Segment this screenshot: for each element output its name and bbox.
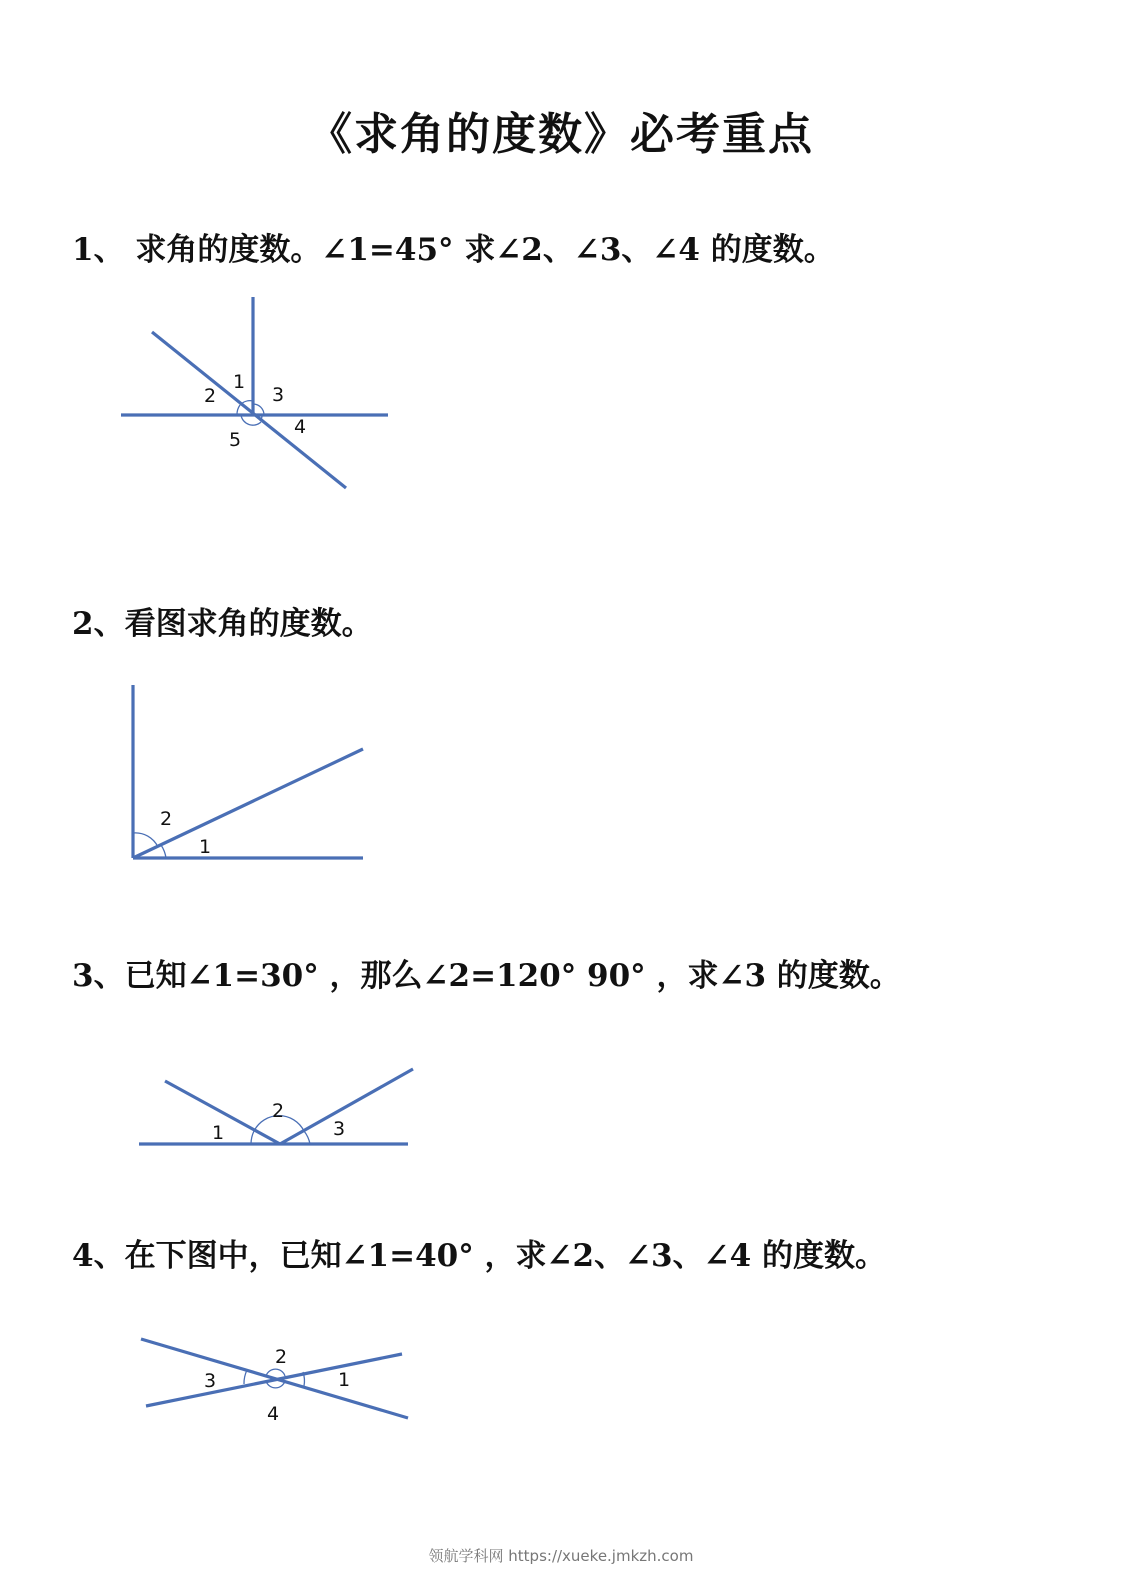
angle-3-arc xyxy=(253,404,264,415)
left-ray xyxy=(165,1081,280,1144)
angle-4-arc xyxy=(266,1381,285,1388)
question-1-text: 1、 求角的度数。∠1=45° 求∠2、∠3、∠4 的度数。 xyxy=(72,232,835,268)
angle-1-arc xyxy=(240,401,253,405)
angle-3-arc xyxy=(244,1370,247,1384)
angle-label: 2 xyxy=(204,385,217,407)
angle-label: 3 xyxy=(272,384,285,406)
diagram-1 xyxy=(121,297,388,488)
line-a xyxy=(141,1339,408,1418)
angle-label: 3 xyxy=(333,1118,346,1140)
question-2-text: 2、看图求角的度数。 xyxy=(72,606,373,642)
line-b xyxy=(146,1354,402,1406)
page-title: 《求角的度数》必考重点 xyxy=(308,109,814,160)
angle-1-arc xyxy=(161,845,166,858)
angle-label: 5 xyxy=(229,429,242,451)
diagram-4 xyxy=(141,1339,408,1425)
angle-5-arc xyxy=(241,415,261,425)
angle-2-arc xyxy=(133,833,158,847)
angle-2-arc xyxy=(254,1116,304,1131)
angle-4-arc xyxy=(260,415,262,421)
right-ray xyxy=(280,1069,413,1144)
question-3-text: 3、已知∠1=30° ，那么∠2=120° 90° ，求∠3 的度数。 xyxy=(72,958,901,994)
angle-label: 4 xyxy=(267,1403,280,1425)
angle-3-arc xyxy=(304,1131,310,1144)
diagram-2 xyxy=(133,685,363,858)
angle-label: 2 xyxy=(272,1100,285,1122)
diagram-3 xyxy=(139,1069,413,1144)
angle-2-arc xyxy=(266,1369,285,1376)
diagonal-line xyxy=(152,332,346,488)
angle-2-arc xyxy=(237,405,240,415)
footer-watermark: 领航学科网 https://xueke.jmkzh.com xyxy=(428,1547,694,1565)
oblique-ray xyxy=(133,749,363,858)
angle-label: 2 xyxy=(160,808,173,830)
angle-label: 1 xyxy=(199,836,212,858)
angle-label: 1 xyxy=(233,371,246,393)
angle-label: 3 xyxy=(204,1370,217,1392)
angle-label: 2 xyxy=(275,1346,288,1368)
angle-label: 1 xyxy=(338,1369,351,1391)
angle-label: 4 xyxy=(294,416,307,438)
angle-label: 1 xyxy=(212,1122,225,1144)
question-4-text: 4、在下图中，已知∠1=40° ，求∠2、∠3、∠4 的度数。 xyxy=(72,1238,886,1274)
angle-1-arc xyxy=(303,1372,304,1386)
angle-1-arc xyxy=(251,1131,254,1144)
